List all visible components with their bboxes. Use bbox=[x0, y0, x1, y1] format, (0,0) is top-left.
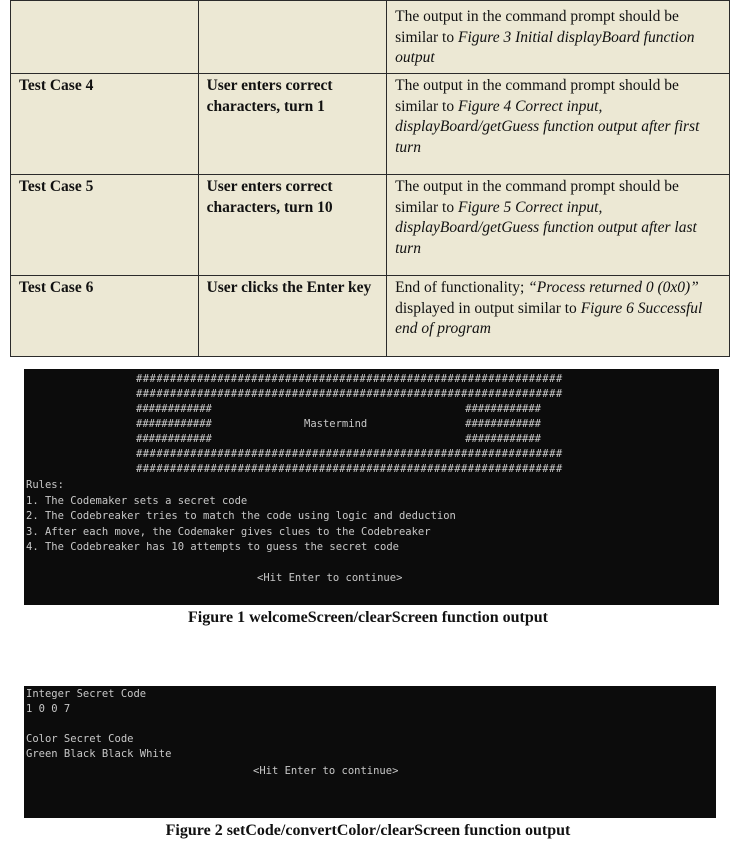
rule-item: 4. The Codebreaker has 10 attempts to guess the secret code bbox=[26, 541, 399, 553]
banner-side: ############ bbox=[465, 403, 541, 415]
test-case-cell: Test Case 4 bbox=[11, 74, 199, 175]
expected-cell bbox=[387, 1, 730, 74]
expected-cell bbox=[387, 175, 730, 276]
expected-cell bbox=[387, 74, 730, 175]
banner-line: ############################################################### bbox=[136, 388, 563, 400]
color-code-label: Color Secret Code bbox=[26, 733, 134, 745]
expected-text-mid: displayed in output similar to bbox=[395, 299, 581, 317]
banner-side: ############ bbox=[136, 433, 212, 445]
figure-reference: Figure 5 Correct input, displayBoard/getGuess function output after last turn bbox=[395, 198, 697, 257]
banner-line: ############################################################### bbox=[136, 448, 563, 460]
figure-1-caption: Figure 1 welcomeScreen/clearScreen function output bbox=[188, 609, 548, 626]
expected-cell bbox=[387, 276, 730, 357]
banner-title: Mastermind bbox=[304, 418, 368, 430]
figure-2-caption: Figure 2 setCode/convertColor/clearScreen function output bbox=[165, 822, 571, 839]
banner-line: ############################################################### bbox=[136, 373, 563, 385]
table-row bbox=[11, 1, 730, 74]
table-row bbox=[11, 175, 730, 276]
figure-reference: Figure 3 Initial displayBoard function output bbox=[395, 28, 695, 66]
expected-text: The output in the command prompt should be similar to bbox=[395, 8, 679, 46]
integer-code-value: 1 0 0 7 bbox=[26, 703, 71, 715]
mastermind-banner bbox=[136, 372, 563, 477]
banner-side: ############ bbox=[465, 418, 541, 430]
console-welcome-screen bbox=[24, 369, 719, 605]
table-row bbox=[11, 276, 730, 357]
test-case-cell bbox=[11, 1, 199, 74]
table-row bbox=[11, 74, 730, 175]
action-cell bbox=[198, 1, 387, 74]
expected-text: The output in the command prompt should be similar to bbox=[395, 77, 679, 115]
test-case-cell: Test Case 6 bbox=[11, 276, 199, 357]
banner-side: ############ bbox=[465, 433, 541, 445]
banner-side: ############ bbox=[136, 403, 212, 415]
test-case-cell: Test Case 5 bbox=[11, 175, 199, 276]
color-code-value: Green Black Black White bbox=[26, 748, 172, 760]
expected-text: The output in the command prompt should be similar to bbox=[395, 178, 679, 216]
action-cell: User clicks the Enter key bbox=[198, 276, 387, 357]
test-case-table bbox=[10, 0, 730, 357]
figure-reference: Figure 6 Successful end of program bbox=[395, 299, 703, 337]
action-cell: User enters correct characters, turn 10 bbox=[198, 175, 387, 276]
continue-prompt: <Hit Enter to continue> bbox=[257, 572, 403, 584]
rule-item: 3. After each move, the Codemaker gives clues to the Codebreaker bbox=[26, 526, 431, 538]
figure-reference: Figure 4 Correct input, displayBoard/getGuess function output after first turn bbox=[395, 97, 700, 156]
rule-item: 2. The Codebreaker tries to match the code using logic and deduction bbox=[26, 510, 456, 522]
banner-line: ############################################################### bbox=[136, 463, 563, 475]
integer-code-label: Integer Secret Code bbox=[26, 688, 147, 700]
expected-text: End of functionality; bbox=[395, 279, 529, 296]
rule-item: 1. The Codemaker sets a secret code bbox=[26, 495, 248, 507]
quoted-output: “Process returned 0 (0x0)” bbox=[528, 279, 699, 296]
console-secret-code bbox=[24, 686, 716, 818]
rules-heading: Rules: bbox=[26, 479, 64, 491]
action-cell: User enters correct characters, turn 1 bbox=[198, 74, 387, 175]
banner-side: ############ bbox=[136, 418, 212, 430]
continue-prompt: <Hit Enter to continue> bbox=[253, 765, 399, 777]
